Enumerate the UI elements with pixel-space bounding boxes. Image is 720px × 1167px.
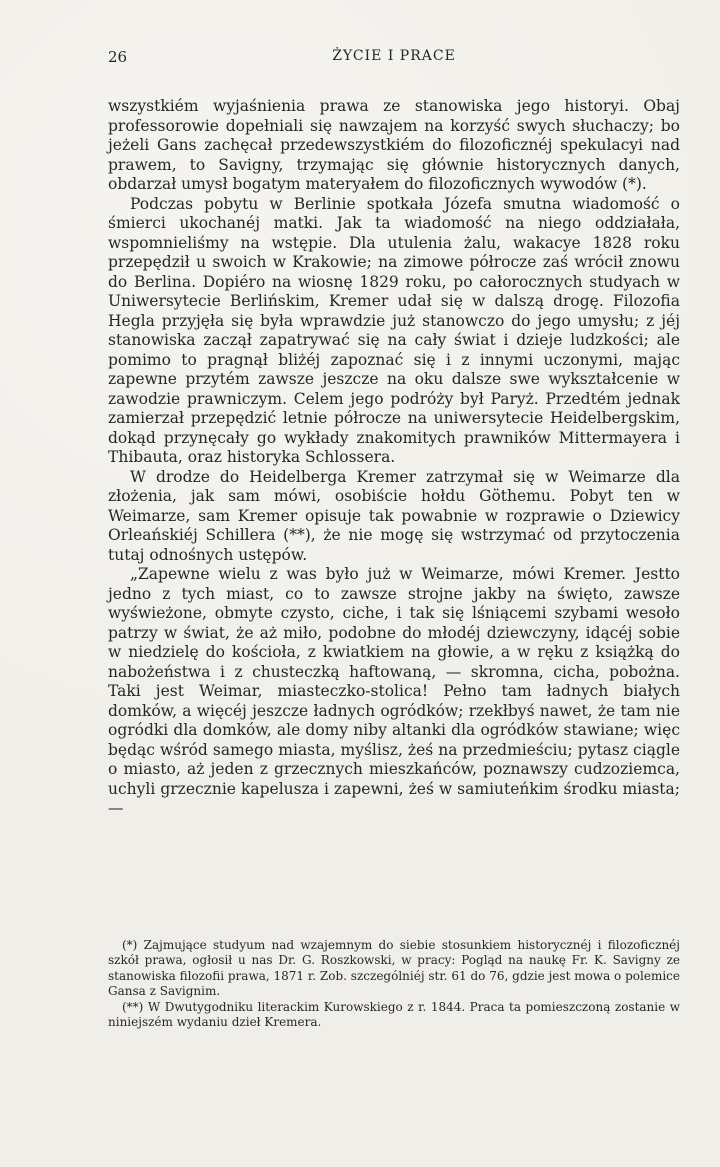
footnote-2: (**) W Dwutygodniku literackim Kurowskiego z r. 1844. Praca ta pomieszczoną zostanie w niniejszém wydaniu dzieł Kremera. (108, 999, 680, 1030)
paragraph-1: wszystkiém wyjaśnienia prawa ze stanowiska jego historyi. Obaj professorowie dopełniali się nawzajem na korzyść swych słuchaczy; bo jeżeli Gans zachęcał przedewszystkiém do filozoficznéj spekulacyi nad prawem, to Savigny, trzymając się głównie historycznych danych, obdarzał umysł bogatym materyałem do filozoficznych wywodów (*). (108, 97, 680, 193)
paragraph-4: „Zapewne wielu z was było już w Weimarze, mówi Kremer. Jestto jedno z tych miast, co to zawsze strojne jakby na święto, zawsze wyświeżone, obmyte czysto, ciche, i tak się lśniącemi szybami wesoło patrzy w świat, że aż miło, podobne do młodéj dziewczyny, idącéj sobie w niedzielę do kościoła, z kwiatkiem na głowie, a w ręku z książką do nabożeństwa i z chusteczką haftowaną, — skromna, cicha, pobożna. Taki jest Weimar, miasteczko-stolica! Pełno tam ładnych białych domków, a więcéj jeszcze ładnych ogródków; rzekłbyś nawet, że tam nie ogródki dla domków, ale domy niby altanki dla ogródków stawiane; więc będąc wśród samego miasta, myślisz, żeś na przedmieściu; pytasz ciągle o miasto, aż jeden z grzecznych mieszkańców, poznawszy cudzoziemca, uchyli grzecznie kapelusza i zapewni, żeś w samiuteńkim środku miasta; — (108, 565, 680, 817)
footnote-1: (*) Zajmujące studyum nad wzajemnym do siebie stosunkiem historycznéj i filozoficznéj szkół prawa, ogłosił u nas Dr. G. Roszkowski, w pracy: Pogląd na naukę Fr. K. Savigny ze stanowiska filozofii prawa, 1871 r. Zob. szczególniéj str. 61 do 76, gdzie jest mowa o polemice Gansa z Savignim. (108, 938, 680, 999)
footnotes (108, 938, 680, 1030)
paragraph-2: Podczas pobytu w Berlinie spotkała Józefa smutna wiadomość o śmierci ukochanéj matki. Jak ta wiadomość na niego oddziałała, wspomnieliśmy na wstępie. Dla utulenia żalu, wakacye 1828 roku przepędził u swoich w Krakowie; na zimowe półrocze zaś wrócił znowu do Berlina. Dopiéro na wiosnę 1829 roku, po całorocznych studyach w Uniwersytecie Berlińskim, Kremer udał się w dalszą drogę. Filozofia Hegla przyjęła się była wprawdzie już stanowczo do jego umysłu; z jéj stanowiska zaczął zapatrywać się na cały świat i dzieje ludzkości; ale pomimo to pragnął bliżéj zapoznać się i z innymi uczonymi, mając zapewne przytém zawsze jeszcze na oku dalsze swe wykształcenie w zawodzie prawniczym. Celem jego podróży był Paryż. Przedtém jednak zamierzał przepędzić letnie półrocze na uniwersytecie Heidelbergskim, dokąd przynęcały go wykłady znakomitych prawników Mittermayera i Thibauta, oraz historyka Schlossera. (108, 194, 680, 466)
main-text (108, 97, 680, 819)
page-number: 26 (108, 48, 128, 66)
paragraph-3: W drodze do Heidelberga Kremer zatrzymał się w Weimarze dla złożenia, jak sam mówi, osobiście hołdu Göthemu. Pobyt ten w Weimarze, sam Kremer opisuje tak powabnie w rozprawie o Dziewicy Orleańskiéj Schillera (**), że nie mogę się wstrzymać od przytoczenia tutaj odnośnych ustępów. (108, 467, 680, 564)
running-title: ŻYCIE I PRACE (332, 48, 456, 64)
page-header (108, 48, 680, 70)
